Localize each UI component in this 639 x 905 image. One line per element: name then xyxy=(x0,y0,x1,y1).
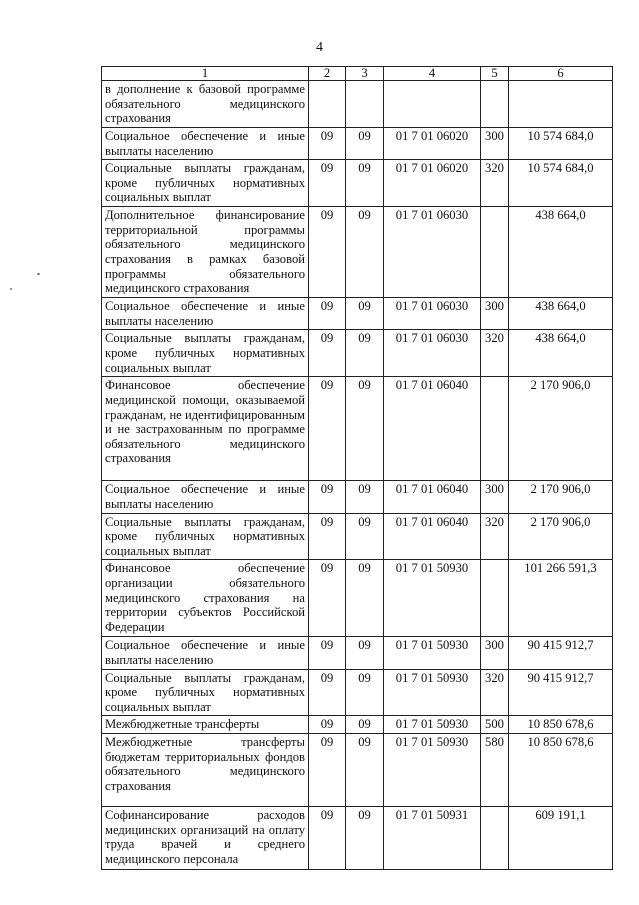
amount: 438 664,0 xyxy=(509,207,613,298)
table-row xyxy=(102,81,613,128)
target-article-code: 01 7 01 06030 xyxy=(384,298,481,330)
subsection-code: 09 xyxy=(346,128,384,160)
amount: 438 664,0 xyxy=(509,330,613,377)
column-header: 6 xyxy=(509,67,613,81)
expense-type-code: 320 xyxy=(481,669,509,716)
target-article-code: 01 7 01 50930 xyxy=(384,560,481,637)
amount: 438 664,0 xyxy=(509,298,613,330)
expense-type-code: 580 xyxy=(481,733,509,806)
subsection-code: 09 xyxy=(346,733,384,806)
table-row xyxy=(102,716,613,734)
subsection-code: 09 xyxy=(346,160,384,207)
target-article-code: 01 7 01 50930 xyxy=(384,733,481,806)
amount: 2 170 906,0 xyxy=(509,481,613,513)
expense-type-code: 300 xyxy=(481,128,509,160)
amount: 101 266 591,3 xyxy=(509,560,613,637)
expense-type-code xyxy=(481,81,509,128)
subsection-code: 09 xyxy=(346,637,384,669)
expense-type-code: 300 xyxy=(481,298,509,330)
subsection-code xyxy=(346,81,384,128)
scan-speck xyxy=(37,273,40,275)
amount: 609 191,1 xyxy=(509,806,613,869)
target-article-code: 01 7 01 50930 xyxy=(384,669,481,716)
table-row xyxy=(102,330,613,377)
column-header: 2 xyxy=(309,67,346,81)
section-code: 09 xyxy=(309,806,346,869)
subsection-code: 09 xyxy=(346,207,384,298)
column-header: 3 xyxy=(346,67,384,81)
amount: 10 574 684,0 xyxy=(509,160,613,207)
section-code: 09 xyxy=(309,716,346,734)
amount: 10 850 678,6 xyxy=(509,733,613,806)
expense-name: Социальные выплаты гражданам, кроме публичных нормативных социальных выплат xyxy=(102,513,309,560)
table-row xyxy=(102,160,613,207)
section-code: 09 xyxy=(309,669,346,716)
scan-speck xyxy=(10,288,12,290)
target-article-code xyxy=(384,81,481,128)
subsection-code: 09 xyxy=(346,669,384,716)
amount xyxy=(509,81,613,128)
target-article-code: 01 7 01 06020 xyxy=(384,128,481,160)
expense-type-code xyxy=(481,207,509,298)
expense-type-code xyxy=(481,806,509,869)
section-code: 09 xyxy=(309,207,346,298)
table-row xyxy=(102,377,613,481)
expense-type-code xyxy=(481,560,509,637)
column-header: 5 xyxy=(481,67,509,81)
expense-type-code: 320 xyxy=(481,160,509,207)
table-row xyxy=(102,560,613,637)
subsection-code: 09 xyxy=(346,716,384,734)
subsection-code: 09 xyxy=(346,560,384,637)
subsection-code: 09 xyxy=(346,330,384,377)
table-row xyxy=(102,298,613,330)
table-row xyxy=(102,733,613,806)
expense-name: Софинансирование расходов медицинских организаций на оплату труда врачей и среднего медицинского персонала xyxy=(102,806,309,869)
expense-name: Межбюджетные трансферты бюджетам территориальных фондов обязательного медицинского страхования xyxy=(102,733,309,806)
column-header: 1 xyxy=(102,67,309,81)
section-code: 09 xyxy=(309,513,346,560)
expense-type-code: 300 xyxy=(481,481,509,513)
expense-name: Финансовое обеспечение организации обязательного медицинского страхования на территории субъектов Российской Федерации xyxy=(102,560,309,637)
expense-type-code: 500 xyxy=(481,716,509,734)
subsection-code: 09 xyxy=(346,298,384,330)
expense-name: Социальное обеспечение и иные выплаты населению xyxy=(102,481,309,513)
table-row xyxy=(102,481,613,513)
amount: 90 415 912,7 xyxy=(509,669,613,716)
budget-table xyxy=(101,66,613,870)
expense-name: Социальное обеспечение и иные выплаты населению xyxy=(102,298,309,330)
expense-type-code: 300 xyxy=(481,637,509,669)
expense-type-code: 320 xyxy=(481,330,509,377)
target-article-code: 01 7 01 06020 xyxy=(384,160,481,207)
expense-name: Социальное обеспечение и иные выплаты населению xyxy=(102,128,309,160)
section-code: 09 xyxy=(309,298,346,330)
table-row xyxy=(102,669,613,716)
table-row xyxy=(102,513,613,560)
target-article-code: 01 7 01 06030 xyxy=(384,207,481,298)
expense-name: Дополнительное финансирование территориальной программы обязательного медицинского страхования в рамках базовой программы обязательного медицинского страхования xyxy=(102,207,309,298)
section-code: 09 xyxy=(309,560,346,637)
expense-name: Социальные выплаты гражданам, кроме публичных нормативных социальных выплат xyxy=(102,330,309,377)
amount: 2 170 906,0 xyxy=(509,513,613,560)
amount: 10 574 684,0 xyxy=(509,128,613,160)
expense-name: Социальное обеспечение и иные выплаты населению xyxy=(102,637,309,669)
expense-type-code xyxy=(481,377,509,481)
table-row xyxy=(102,637,613,669)
subsection-code: 09 xyxy=(346,513,384,560)
expense-name: Социальные выплаты гражданам, кроме публичных нормативных социальных выплат xyxy=(102,160,309,207)
section-code: 09 xyxy=(309,160,346,207)
table-header-row xyxy=(102,67,613,81)
expense-name: Социальные выплаты гражданам, кроме публичных нормативных социальных выплат xyxy=(102,669,309,716)
column-header: 4 xyxy=(384,67,481,81)
subsection-code: 09 xyxy=(346,806,384,869)
section-code: 09 xyxy=(309,733,346,806)
target-article-code: 01 7 01 06040 xyxy=(384,513,481,560)
amount: 10 850 678,6 xyxy=(509,716,613,734)
page-number: 4 xyxy=(316,40,323,55)
table-row xyxy=(102,207,613,298)
section-code: 09 xyxy=(309,481,346,513)
section-code xyxy=(309,81,346,128)
expense-name: Межбюджетные трансферты xyxy=(102,716,309,734)
section-code: 09 xyxy=(309,330,346,377)
section-code: 09 xyxy=(309,128,346,160)
target-article-code: 01 7 01 50930 xyxy=(384,716,481,734)
subsection-code: 09 xyxy=(346,377,384,481)
target-article-code: 01 7 01 06040 xyxy=(384,377,481,481)
amount: 2 170 906,0 xyxy=(509,377,613,481)
table-row xyxy=(102,806,613,869)
expense-name: Финансовое обеспечение медицинской помощи, оказываемой гражданам, не идентифицированным и не застрахованным по программе обязательного медицинского страхования xyxy=(102,377,309,481)
target-article-code: 01 7 01 50931 xyxy=(384,806,481,869)
target-article-code: 01 7 01 06040 xyxy=(384,481,481,513)
expense-name: в дополнение к базовой программе обязательного медицинского страхования xyxy=(102,81,309,128)
expense-type-code: 320 xyxy=(481,513,509,560)
section-code: 09 xyxy=(309,377,346,481)
target-article-code: 01 7 01 06030 xyxy=(384,330,481,377)
target-article-code: 01 7 01 50930 xyxy=(384,637,481,669)
table-row xyxy=(102,128,613,160)
subsection-code: 09 xyxy=(346,481,384,513)
section-code: 09 xyxy=(309,637,346,669)
amount: 90 415 912,7 xyxy=(509,637,613,669)
